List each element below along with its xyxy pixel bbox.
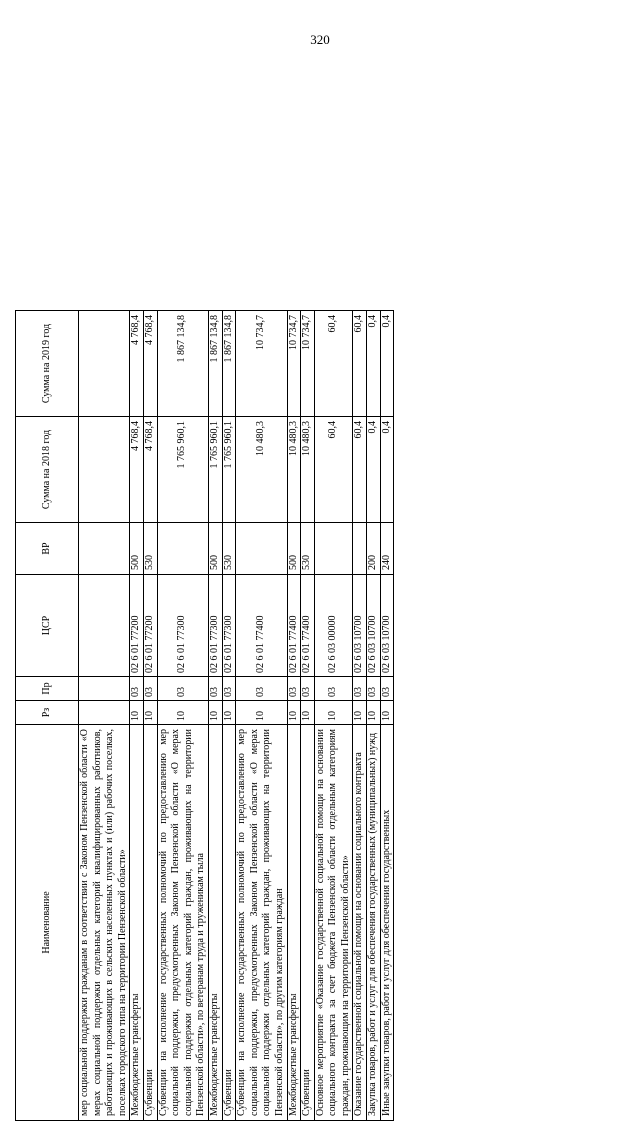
row-sum-2018: 1 765 960,1 [208,417,222,523]
row-sum-2019: 10 734,7 [287,311,301,417]
row-sum-2018: 0,4 [380,417,394,523]
table-header-row [16,311,79,1121]
row-name: Основное мероприятие «Оказание государственной социальной помощи на основании социального контракта за счет бюджета Пензенской области отдельным категориям граждан, проживающим на территории Пензенской области» [314,725,353,1121]
row-pr [79,677,130,701]
row-csr: 02 6 01 77200 [130,575,144,677]
row-pr: 03 [143,677,157,701]
row-csr: 02 6 03 10700 [380,575,394,677]
row-vr: 200 [367,523,381,575]
row-sum-2018: 10 480,3 [236,417,287,523]
row-vr: 240 [380,523,394,575]
row-rz: 10 [287,701,301,725]
row-name: Иные закупки товаров, работ и услуг для обеспечения государственных [380,725,394,1121]
row-vr [236,523,287,575]
row-name: Оказание государственной социальной помощи на основании социального контракта [353,725,367,1121]
table-row [143,311,157,1121]
row-csr: 02 6 01 77300 [208,575,222,677]
table-row [314,311,353,1121]
row-name: Межбюджетные трансферты [130,725,144,1121]
row-name: Субвенции [143,725,157,1121]
row-rz: 10 [380,701,394,725]
row-name: Субвенции [301,725,315,1121]
row-rz: 10 [157,701,208,725]
row-csr: 02 6 01 77400 [236,575,287,677]
row-name: Межбюджетные трансферты [287,725,301,1121]
row-sum-2018: 4 768,4 [130,417,144,523]
row-sum-2018: 60,4 [314,417,353,523]
budget-table [15,310,394,1121]
row-rz: 10 [208,701,222,725]
table-row [367,311,381,1121]
row-pr: 03 [301,677,315,701]
row-vr: 500 [287,523,301,575]
table-row [79,311,130,1121]
row-name: Субвенции на исполнение государственных полномочий по предоставлению мер социальной поддержки, предусмотренных Законом Пензенской области «О мерах социальной поддержки отдельных категорий граждан, проживающих на территории Пензенской области», по ветеранам труда и труженикам тыла [157,725,208,1121]
row-sum-2019: 4 768,4 [130,311,144,417]
row-name: Межбюджетные трансферты [208,725,222,1121]
row-name: мер социальной поддержки гражданам в соответствии с Законом Пензенской области «О мерах социальной поддержки отдельных категорий квалифицированных работников, работающих и проживающих в сельских населенных пунктах и (или) рабочих поселках, поселках городского типа на территории Пензенской области» [79,725,130,1121]
header-vr: ВР [16,523,79,575]
row-name: Закупка товаров, работ и услуг для обеспечения государственных (муниципальных) нужд [367,725,381,1121]
row-vr [79,523,130,575]
row-vr: 530 [301,523,315,575]
row-sum-2019: 0,4 [367,311,381,417]
row-sum-2018: 10 480,3 [287,417,301,523]
row-sum-2019 [79,311,130,417]
row-rz: 10 [236,701,287,725]
row-sum-2019: 1 867 134,8 [208,311,222,417]
row-pr: 03 [314,677,353,701]
row-csr: 02 6 03 00000 [314,575,353,677]
row-rz: 10 [143,701,157,725]
row-csr: 02 6 01 77300 [222,575,236,677]
row-name: Субвенции [222,725,236,1121]
row-vr [157,523,208,575]
row-sum-2019: 10 734,7 [236,311,287,417]
table-row [287,311,301,1121]
row-sum-2018 [79,417,130,523]
row-pr: 03 [353,677,367,701]
row-rz [79,701,130,725]
row-rz: 10 [367,701,381,725]
header-pr: Пр [16,677,79,701]
row-csr: 02 6 01 77400 [287,575,301,677]
row-sum-2019: 0,4 [380,311,394,417]
table-row [208,311,222,1121]
header-rz: Рз [16,701,79,725]
table-row [236,311,287,1121]
row-vr: 530 [143,523,157,575]
row-pr: 03 [208,677,222,701]
row-vr [353,523,367,575]
header-csr: ЦСР [16,575,79,677]
row-sum-2018: 4 768,4 [143,417,157,523]
row-rz: 10 [353,701,367,725]
row-sum-2018: 0,4 [367,417,381,523]
row-pr: 03 [236,677,287,701]
row-vr: 500 [208,523,222,575]
row-sum-2019: 10 734,7 [301,311,315,417]
row-csr: 02 6 01 77400 [301,575,315,677]
table-row [353,311,367,1121]
row-sum-2018: 1 765 960,1 [157,417,208,523]
row-vr: 500 [130,523,144,575]
row-sum-2019: 60,4 [353,311,367,417]
row-name: Субвенции на исполнение государственных полномочий по предоставлению мер социальной поддержки, предусмотренных Законом Пензенской области «О мерах социальной поддержки отдельных категорий граждан, проживающих на территории Пензенской области», по другим категориям граждан [236,725,287,1121]
row-sum-2018: 10 480,3 [301,417,315,523]
row-rz: 10 [301,701,315,725]
row-csr [79,575,130,677]
row-pr: 03 [157,677,208,701]
row-sum-2018: 1 765 960,1 [222,417,236,523]
table-row [157,311,208,1121]
budget-table-container [15,311,555,1121]
row-pr: 03 [287,677,301,701]
row-pr: 03 [222,677,236,701]
row-sum-2019: 1 867 134,8 [157,311,208,417]
row-sum-2019: 4 768,4 [143,311,157,417]
row-csr: 02 6 01 77300 [157,575,208,677]
row-csr: 02 6 01 77200 [143,575,157,677]
row-rz: 10 [130,701,144,725]
row-rz: 10 [222,701,236,725]
row-pr: 03 [130,677,144,701]
table-row [130,311,144,1121]
row-sum-2018: 60,4 [353,417,367,523]
header-sum-2019: Сумма на 2019 год [16,311,79,417]
row-csr: 02 6 03 10700 [353,575,367,677]
row-pr: 03 [380,677,394,701]
row-vr: 530 [222,523,236,575]
table-row [301,311,315,1121]
header-name: Наименование [16,725,79,1121]
row-sum-2019: 1 867 134,8 [222,311,236,417]
row-csr: 02 6 03 10700 [367,575,381,677]
header-sum-2018: Сумма на 2018 год [16,417,79,523]
row-vr [314,523,353,575]
row-sum-2019: 60,4 [314,311,353,417]
row-pr: 03 [367,677,381,701]
table-row [222,311,236,1121]
row-rz: 10 [314,701,353,725]
table-row [380,311,394,1121]
page-number: 320 [310,32,330,47]
